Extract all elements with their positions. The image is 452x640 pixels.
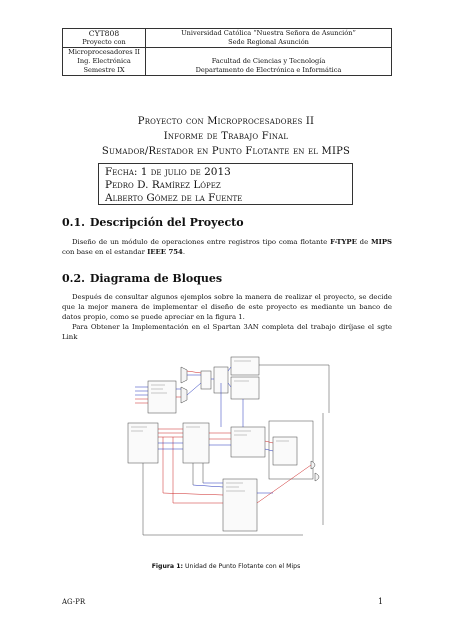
text-fragment: con base en el estandar	[62, 247, 148, 256]
block-diagram	[103, 353, 351, 545]
text-fragment: .	[182, 247, 186, 256]
section-1-heading	[62, 216, 244, 229]
document-title	[0, 114, 452, 159]
diagram-block	[231, 427, 265, 457]
header-right-lower	[146, 48, 392, 76]
header-spacer	[148, 48, 389, 57]
caption-label: Figura 1:	[151, 563, 184, 570]
mux-shape	[181, 387, 187, 403]
course-name-line1: Proyecto con	[82, 38, 126, 46]
bold-term: MIPS	[370, 238, 392, 246]
text-fragment: de	[356, 238, 371, 246]
title-line-3: Sumador/Restador en Punto Flotante en el MIPS	[101, 146, 351, 157]
section-2-paragraph-2: Para Obtener la Implementación en el Spartan 3AN completa del trabajo diríjase el sgte Link	[62, 323, 392, 341]
bold-term: F-TYPE	[330, 238, 357, 246]
program-name: Ing. Electrónica	[77, 57, 131, 65]
diagram-block	[231, 357, 259, 375]
section-2-title: Diagrama de Bloques	[89, 272, 223, 285]
section-2-heading	[62, 272, 222, 285]
course-name-line2: Microprocesadores II	[68, 48, 140, 56]
info-box	[98, 163, 353, 205]
date-line: Fecha: 1 de julio de 2013	[105, 166, 231, 178]
course-code: CYT808	[88, 29, 120, 38]
university-name: Universidad Católica “Nuestra Señora de Asunción”	[181, 29, 356, 37]
faculty-name: Facultad de Ciencias y Tecnología	[211, 57, 326, 65]
title-line-1: Proyecto con Microprocesadores II	[137, 116, 315, 127]
header-table	[62, 28, 392, 76]
diagram-block	[231, 377, 259, 399]
bold-term: IEEE 754	[147, 247, 183, 256]
mux-shape	[181, 367, 187, 383]
caption-text: Unidad de Punto Flotante con el Mips	[183, 563, 301, 570]
page-number: 1	[378, 597, 384, 606]
diagram-block	[183, 423, 209, 463]
title-line-2: Informe de Trabajo Final	[163, 131, 289, 142]
diagram-block	[201, 371, 211, 389]
section-1-title: Descripción del Proyecto	[89, 216, 244, 229]
section-1-paragraph	[62, 238, 392, 258]
diagram-block	[128, 423, 158, 463]
logic-gate	[315, 473, 319, 481]
header-left-lower	[63, 48, 146, 76]
text-fragment: Diseño de un módulo de operaciones entre registros tipo coma flotante	[72, 238, 331, 246]
campus-name: Sede Regional Asunción	[228, 38, 309, 46]
diagram-block	[223, 479, 257, 531]
figure-caption	[0, 563, 452, 570]
section-2-paragraph-1: Después de consultar algunos ejemplos sobre la manera de realizar el proyecto, se decide que la mejor manera de implementar el diseño de este proyecto es mediante un banco de datos propio, como se puede apreciar en la figura 1.	[62, 293, 392, 321]
author-2: Alberto Gómez de la Fuente	[105, 192, 243, 204]
semester: Semestre IX	[83, 66, 125, 74]
diagram-block	[148, 381, 176, 413]
author-1: Pedro D. Ramírez López	[105, 179, 221, 191]
department-name: Departamento de Electrónica e Informática	[195, 66, 342, 74]
diagram-block	[273, 437, 297, 465]
header-left-cell	[63, 29, 146, 48]
footer-authors: AG-PR	[62, 598, 86, 606]
section-2-number: 0.2.	[62, 272, 85, 285]
logic-gate	[311, 461, 315, 469]
header-right-cell	[146, 29, 392, 48]
section-1-number: 0.1.	[62, 216, 85, 229]
